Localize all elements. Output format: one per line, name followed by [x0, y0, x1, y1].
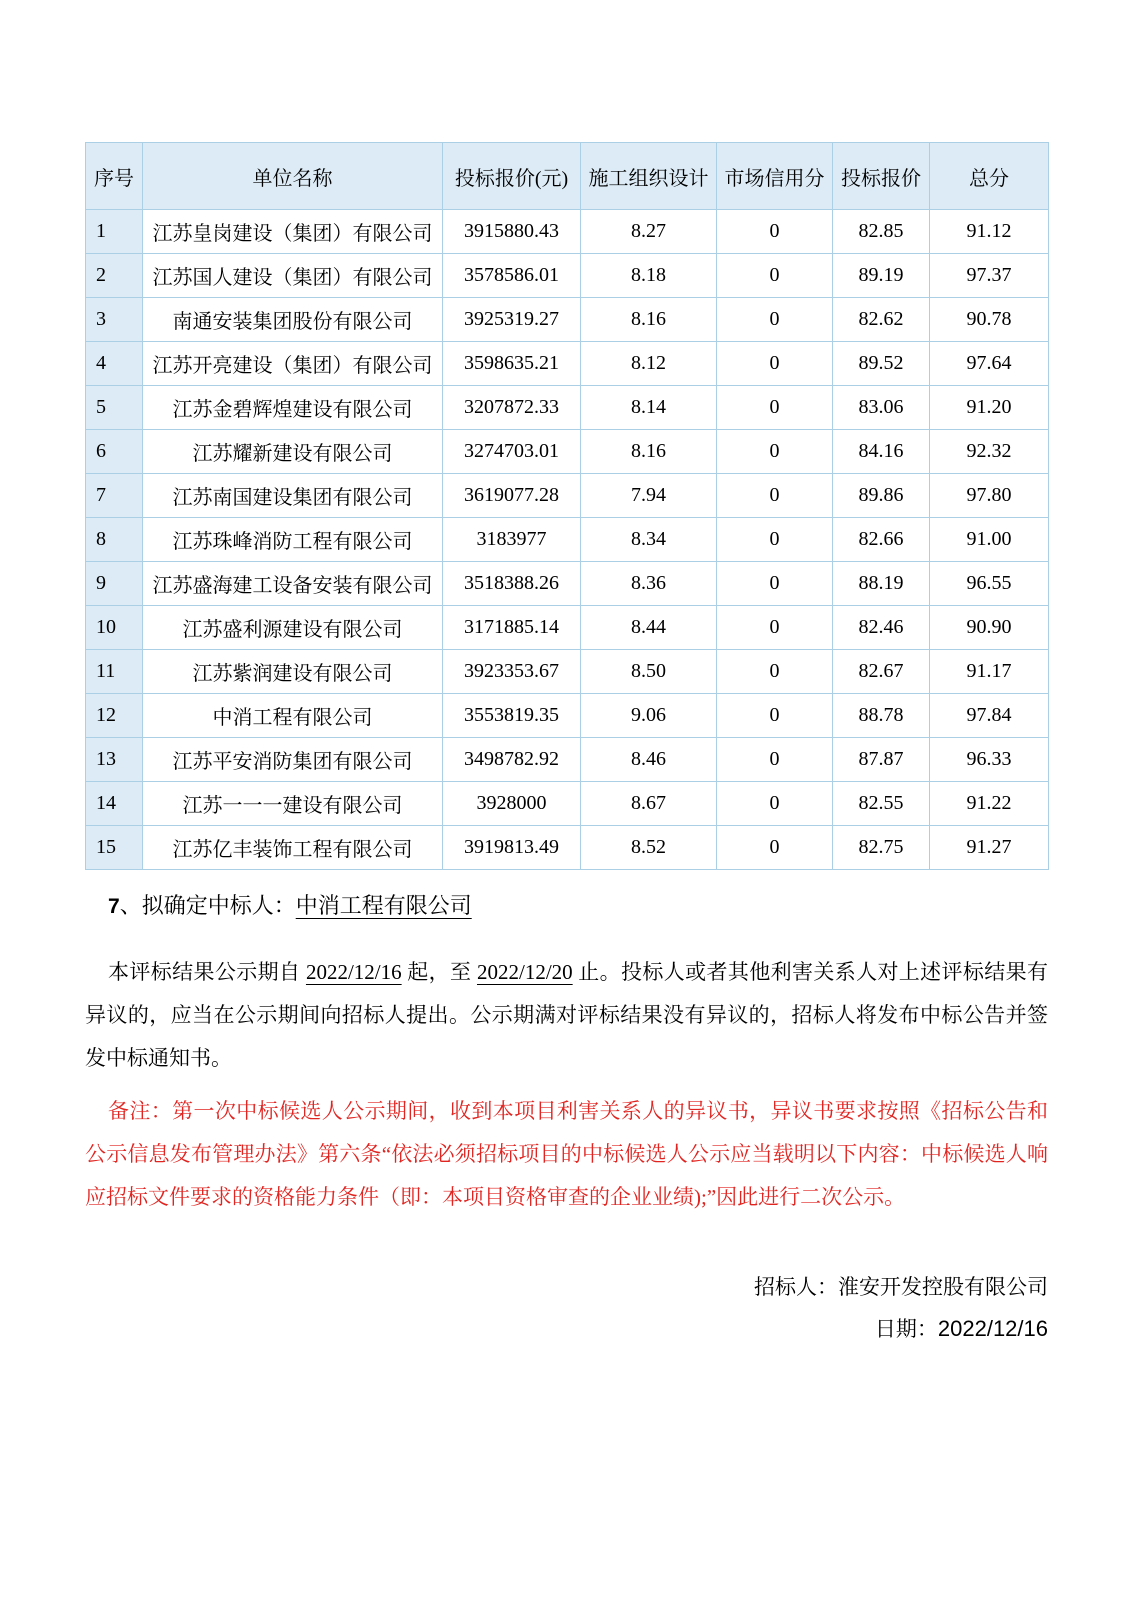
table-cell: 92.32: [930, 430, 1049, 474]
table-cell: 91.20: [930, 386, 1049, 430]
table-cell: 3928000: [443, 782, 581, 826]
table-cell: 3923353.67: [443, 650, 581, 694]
table-cell: 3925319.27: [443, 298, 581, 342]
signature-block: [85, 1267, 1048, 1349]
table-cell: 江苏国人建设（集团）有限公司: [143, 254, 443, 298]
table-cell: 江苏金碧辉煌建设有限公司: [143, 386, 443, 430]
table-cell: 8.16: [581, 430, 717, 474]
table-cell: 8.36: [581, 562, 717, 606]
table-cell: 88.78: [833, 694, 930, 738]
table-cell: 0: [717, 562, 833, 606]
table-cell: 0: [717, 430, 833, 474]
table-cell: 0: [717, 386, 833, 430]
table-cell: 0: [717, 782, 833, 826]
table-cell: 中消工程有限公司: [143, 694, 443, 738]
table-row: [86, 518, 1049, 562]
table-cell: 91.17: [930, 650, 1049, 694]
table-row: [86, 298, 1049, 342]
table-cell: 8.27: [581, 210, 717, 254]
table-cell: 江苏南国建设集团有限公司: [143, 474, 443, 518]
table-cell: 3274703.01: [443, 430, 581, 474]
table-row: [86, 606, 1049, 650]
table-cell: 0: [717, 342, 833, 386]
table-cell: 3598635.21: [443, 342, 581, 386]
table-cell: 91.22: [930, 782, 1049, 826]
public-notice-paragraph: [85, 951, 1048, 1080]
winner-declaration-label: 、拟确定中标人：: [119, 893, 296, 918]
column-header: 投标报价: [833, 143, 930, 210]
table-cell: 14: [86, 782, 143, 826]
table-cell: 91.12: [930, 210, 1049, 254]
table-cell: 0: [717, 826, 833, 870]
column-header: 总分: [930, 143, 1049, 210]
table-row: [86, 694, 1049, 738]
table-cell: 82.85: [833, 210, 930, 254]
results-table-body: [86, 210, 1049, 870]
table-cell: 12: [86, 694, 143, 738]
date-line: [85, 1309, 1048, 1349]
table-cell: 82.75: [833, 826, 930, 870]
table-cell: 7.94: [581, 474, 717, 518]
table-cell: 84.16: [833, 430, 930, 474]
table-cell: 0: [717, 474, 833, 518]
table-cell: 3171885.14: [443, 606, 581, 650]
table-cell: 南通安装集团股份有限公司: [143, 298, 443, 342]
notice-text-part1: 本评标结果公示期自: [108, 960, 306, 984]
column-header: 市场信用分: [717, 143, 833, 210]
table-cell: 11: [86, 650, 143, 694]
table-cell: 82.66: [833, 518, 930, 562]
table-cell: 江苏耀新建设有限公司: [143, 430, 443, 474]
table-cell: 3498782.92: [443, 738, 581, 782]
table-cell: 江苏珠峰消防工程有限公司: [143, 518, 443, 562]
bid-evaluation-results-table: [85, 142, 1049, 870]
table-cell: 5: [86, 386, 143, 430]
table-cell: 3619077.28: [443, 474, 581, 518]
notice-start-date: 2022/12/16: [305, 960, 402, 984]
table-cell: 江苏开亮建设（集团）有限公司: [143, 342, 443, 386]
table-cell: 15: [86, 826, 143, 870]
table-header-row: [86, 143, 1049, 210]
notice-text-part2: 起，至: [401, 960, 477, 984]
table-cell: 江苏盛海建工设备安装有限公司: [143, 562, 443, 606]
table-cell: 江苏盛利源建设有限公司: [143, 606, 443, 650]
table-cell: 3553819.35: [443, 694, 581, 738]
table-cell: 3183977: [443, 518, 581, 562]
winner-declaration-line: [85, 890, 1048, 923]
table-cell: 91.27: [930, 826, 1049, 870]
date-label: 日期：: [874, 1317, 938, 1341]
column-header: 投标报价(元): [443, 143, 581, 210]
table-row: [86, 738, 1049, 782]
table-cell: 8.12: [581, 342, 717, 386]
table-cell: 3578586.01: [443, 254, 581, 298]
table-cell: 8.46: [581, 738, 717, 782]
table-cell: 8: [86, 518, 143, 562]
table-cell: 0: [717, 738, 833, 782]
notice-end-date: 2022/12/20: [476, 960, 573, 984]
table-cell: 3207872.33: [443, 386, 581, 430]
table-row: [86, 254, 1049, 298]
table-cell: 江苏紫润建设有限公司: [143, 650, 443, 694]
table-cell: 89.52: [833, 342, 930, 386]
table-cell: 江苏平安消防集团有限公司: [143, 738, 443, 782]
table-row: [86, 782, 1049, 826]
table-cell: 13: [86, 738, 143, 782]
column-header: 序号: [86, 143, 143, 210]
table-cell: 0: [717, 694, 833, 738]
table-cell: 10: [86, 606, 143, 650]
table-cell: 3518388.26: [443, 562, 581, 606]
table-cell: 91.00: [930, 518, 1049, 562]
table-cell: 87.87: [833, 738, 930, 782]
table-cell: 8.18: [581, 254, 717, 298]
remark-paragraph: 备注：第一次中标候选人公示期间，收到本项目利害关系人的异议书，异议书要求按照《招标公告和公示信息发布管理办法》第六条“依法必须招标项目的中标候选人公示应当载明以下内容：中标候选人响应招标文件要求的资格能力条件（即：本项目资格审查的企业业绩);”因此进行二次公示。: [85, 1099, 1048, 1209]
table-cell: 8.44: [581, 606, 717, 650]
table-cell: 1: [86, 210, 143, 254]
table-header: [86, 143, 1049, 210]
table-cell: 8.67: [581, 782, 717, 826]
table-row: [86, 650, 1049, 694]
table-row: [86, 474, 1049, 518]
table-cell: 7: [86, 474, 143, 518]
date-value: 2022/12/16: [937, 1316, 1048, 1341]
winner-company-name: 中消工程有限公司: [295, 893, 472, 918]
table-cell: 江苏皇岗建设（集团）有限公司: [143, 210, 443, 254]
column-header: 单位名称: [143, 143, 443, 210]
table-cell: 8.52: [581, 826, 717, 870]
table-cell: 97.37: [930, 254, 1049, 298]
table-cell: 97.64: [930, 342, 1049, 386]
table-cell: 0: [717, 650, 833, 694]
table-cell: 0: [717, 606, 833, 650]
table-cell: 2: [86, 254, 143, 298]
table-cell: 83.06: [833, 386, 930, 430]
table-cell: 82.62: [833, 298, 930, 342]
notice-text-part3: 止。投标人或者其他利害关系人对上述评标结果有异议的，应当在公示期间向招标人提出。公示期满对评标结果没有异议的，招标人将发布中标公告并签发中标通知书。: [85, 960, 1049, 1070]
table-cell: 8.34: [581, 518, 717, 562]
table-cell: 9: [86, 562, 143, 606]
table-row: [86, 210, 1049, 254]
table-cell: 97.80: [930, 474, 1049, 518]
table-cell: 0: [717, 298, 833, 342]
table-cell: 0: [717, 518, 833, 562]
table-cell: 97.84: [930, 694, 1049, 738]
table-cell: 82.67: [833, 650, 930, 694]
table-row: [86, 430, 1049, 474]
table-cell: 3919813.49: [443, 826, 581, 870]
table-cell: 96.55: [930, 562, 1049, 606]
table-cell: 96.33: [930, 738, 1049, 782]
table-cell: 江苏一一一建设有限公司: [143, 782, 443, 826]
table-cell: 82.46: [833, 606, 930, 650]
table-cell: 90.78: [930, 298, 1049, 342]
table-cell: 9.06: [581, 694, 717, 738]
table-cell: 8.14: [581, 386, 717, 430]
table-cell: 江苏亿丰装饰工程有限公司: [143, 826, 443, 870]
table-cell: 88.19: [833, 562, 930, 606]
column-header: 施工组织设计: [581, 143, 717, 210]
table-cell: 3: [86, 298, 143, 342]
table-cell: 0: [717, 210, 833, 254]
table-row: [86, 562, 1049, 606]
table-cell: 89.86: [833, 474, 930, 518]
table-cell: 90.90: [930, 606, 1049, 650]
table-row: [86, 342, 1049, 386]
table-row: [86, 826, 1049, 870]
table-cell: 89.19: [833, 254, 930, 298]
table-cell: 8.16: [581, 298, 717, 342]
table-cell: 4: [86, 342, 143, 386]
table-cell: 8.50: [581, 650, 717, 694]
table-cell: 0: [717, 254, 833, 298]
table-cell: 82.55: [833, 782, 930, 826]
table-cell: 3915880.43: [443, 210, 581, 254]
table-row: [86, 386, 1049, 430]
table-cell: 6: [86, 430, 143, 474]
tenderer-line: 招标人：淮安开发控股有限公司: [754, 1275, 1048, 1299]
section-number: 7: [108, 895, 120, 918]
